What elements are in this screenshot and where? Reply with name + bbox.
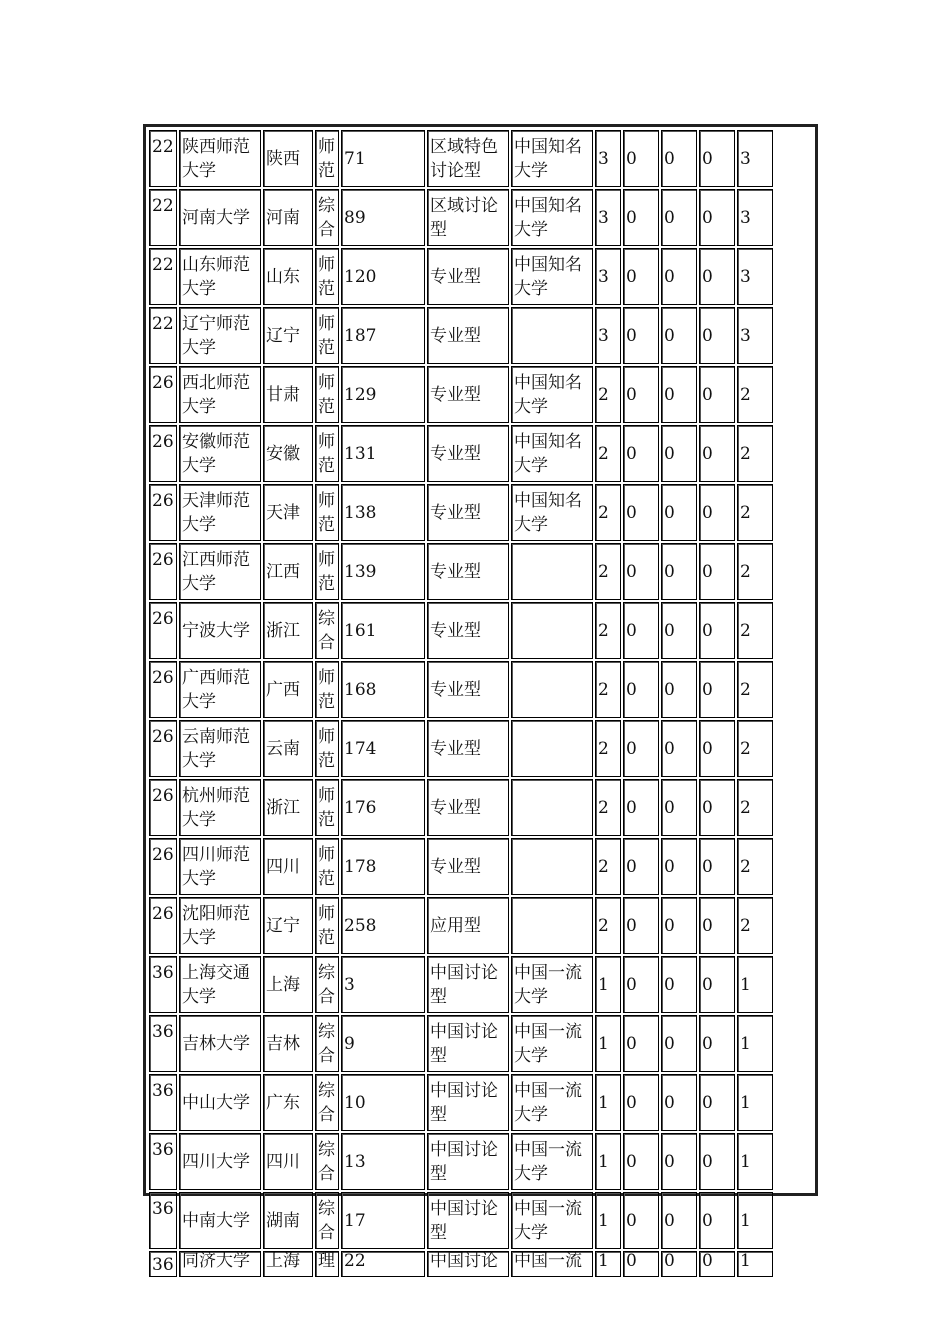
national-rank-cell: 3: [341, 956, 425, 1013]
col-b-cell: 0: [661, 661, 697, 718]
type-cell: 师范: [315, 779, 339, 836]
university-name-cell: 同济大学: [179, 1251, 261, 1277]
rank-cell: 22: [149, 189, 177, 246]
university-name-cell: 中南大学: [179, 1192, 261, 1249]
rank-cell: 36: [149, 1192, 177, 1249]
col-a-cell: 0: [623, 602, 659, 659]
rank-cell: 36: [149, 1015, 177, 1072]
type-cell: 师范: [315, 838, 339, 895]
level-cell: [511, 838, 593, 895]
level-cell: 中国一流大学: [511, 1192, 593, 1249]
rank-cell: 26: [149, 779, 177, 836]
rank-cell: 26: [149, 602, 177, 659]
col-a-cell: 0: [623, 1251, 659, 1277]
province-cell: 上海: [263, 1251, 313, 1277]
level-cell: 中国知名大学: [511, 366, 593, 423]
category-cell: 专业型: [427, 484, 509, 541]
category-cell: 区域特色讨论型: [427, 130, 509, 187]
col-c-cell: 0: [699, 189, 735, 246]
category-cell: 专业型: [427, 838, 509, 895]
university-name-cell: 沈阳师范大学: [179, 897, 261, 954]
col-b-cell: 0: [661, 130, 697, 187]
col-b-cell: 0: [661, 956, 697, 1013]
province-cell: 辽宁: [263, 897, 313, 954]
col-b-cell: 0: [661, 838, 697, 895]
col-b-cell: 0: [661, 425, 697, 482]
col-b-cell: 0: [661, 248, 697, 305]
national-rank-cell: 22: [341, 1251, 425, 1277]
level-cell: 中国一流大学: [511, 1015, 593, 1072]
count-cell: 3: [595, 189, 621, 246]
category-cell: 专业型: [427, 425, 509, 482]
level-cell: [511, 602, 593, 659]
table-row: [149, 1192, 773, 1249]
table-row: [149, 956, 773, 1013]
province-cell: 广东: [263, 1074, 313, 1131]
col-c-cell: 0: [699, 897, 735, 954]
category-cell: 专业型: [427, 661, 509, 718]
rank-cell: 36: [149, 1251, 177, 1277]
total-cell: 2: [737, 720, 773, 777]
national-rank-cell: 139: [341, 543, 425, 600]
total-cell: 1: [737, 1192, 773, 1249]
table-row: [149, 1015, 773, 1072]
type-cell: 师范: [315, 425, 339, 482]
national-rank-cell: 176: [341, 779, 425, 836]
col-a-cell: 0: [623, 425, 659, 482]
count-cell: 1: [595, 1015, 621, 1072]
table-row: [149, 779, 773, 836]
count-cell: 2: [595, 484, 621, 541]
type-cell: 师范: [315, 720, 339, 777]
col-b-cell: 0: [661, 189, 697, 246]
national-rank-cell: 138: [341, 484, 425, 541]
col-c-cell: 0: [699, 1251, 735, 1277]
col-c-cell: 0: [699, 956, 735, 1013]
col-c-cell: 0: [699, 248, 735, 305]
level-cell: [511, 897, 593, 954]
university-name-cell: 广西师范大学: [179, 661, 261, 718]
total-cell: 1: [737, 1133, 773, 1190]
count-cell: 2: [595, 838, 621, 895]
category-cell: 中国讨论型: [427, 1074, 509, 1131]
province-cell: 湖南: [263, 1192, 313, 1249]
province-cell: 浙江: [263, 779, 313, 836]
national-rank-cell: 178: [341, 838, 425, 895]
category-cell: 专业型: [427, 307, 509, 364]
total-cell: 2: [737, 484, 773, 541]
col-b-cell: 0: [661, 1192, 697, 1249]
national-rank-cell: 89: [341, 189, 425, 246]
province-cell: 浙江: [263, 602, 313, 659]
col-a-cell: 0: [623, 130, 659, 187]
col-b-cell: 0: [661, 602, 697, 659]
rank-cell: 26: [149, 543, 177, 600]
table-row: [149, 838, 773, 895]
col-b-cell: 0: [661, 543, 697, 600]
total-cell: 1: [737, 1015, 773, 1072]
col-c-cell: 0: [699, 484, 735, 541]
type-cell: 师范: [315, 130, 339, 187]
national-rank-cell: 71: [341, 130, 425, 187]
university-name-cell: 江西师范大学: [179, 543, 261, 600]
col-c-cell: 0: [699, 366, 735, 423]
province-cell: 辽宁: [263, 307, 313, 364]
col-a-cell: 0: [623, 897, 659, 954]
col-c-cell: 0: [699, 425, 735, 482]
university-name-cell: 中山大学: [179, 1074, 261, 1131]
category-cell: 专业型: [427, 543, 509, 600]
total-cell: 1: [737, 1074, 773, 1131]
count-cell: 1: [595, 1133, 621, 1190]
col-c-cell: 0: [699, 720, 735, 777]
level-cell: [511, 661, 593, 718]
rank-cell: 26: [149, 484, 177, 541]
table-row: [149, 602, 773, 659]
col-a-cell: 0: [623, 661, 659, 718]
level-cell: 中国知名大学: [511, 189, 593, 246]
col-c-cell: 0: [699, 1133, 735, 1190]
col-c-cell: 0: [699, 602, 735, 659]
col-c-cell: 0: [699, 838, 735, 895]
total-cell: 2: [737, 779, 773, 836]
total-cell: 3: [737, 130, 773, 187]
province-cell: 陕西: [263, 130, 313, 187]
category-cell: 区域讨论型: [427, 189, 509, 246]
total-cell: 2: [737, 897, 773, 954]
category-cell: 专业型: [427, 720, 509, 777]
type-cell: 师范: [315, 484, 339, 541]
university-name-cell: 辽宁师范大学: [179, 307, 261, 364]
rank-cell: 36: [149, 956, 177, 1013]
count-cell: 2: [595, 425, 621, 482]
table-row: [149, 484, 773, 541]
total-cell: 3: [737, 248, 773, 305]
table-row: [149, 661, 773, 718]
national-rank-cell: 17: [341, 1192, 425, 1249]
national-rank-cell: 131: [341, 425, 425, 482]
rank-cell: 26: [149, 425, 177, 482]
type-cell: 师范: [315, 661, 339, 718]
col-b-cell: 0: [661, 1251, 697, 1277]
province-cell: 安徽: [263, 425, 313, 482]
col-c-cell: 0: [699, 130, 735, 187]
total-cell: 2: [737, 838, 773, 895]
category-cell: 应用型: [427, 897, 509, 954]
table-row: [149, 897, 773, 954]
province-cell: 上海: [263, 956, 313, 1013]
count-cell: 1: [595, 1192, 621, 1249]
count-cell: 3: [595, 130, 621, 187]
rank-cell: 26: [149, 366, 177, 423]
type-cell: 综合: [315, 1015, 339, 1072]
university-name-cell: 四川大学: [179, 1133, 261, 1190]
col-a-cell: 0: [623, 484, 659, 541]
table-row: [149, 1251, 773, 1277]
col-a-cell: 0: [623, 189, 659, 246]
university-name-cell: 云南师范大学: [179, 720, 261, 777]
type-cell: 综合: [315, 602, 339, 659]
university-name-cell: 杭州师范大学: [179, 779, 261, 836]
category-cell: 专业型: [427, 602, 509, 659]
university-ranking-table: [147, 128, 775, 1279]
university-name-cell: 四川师范大学: [179, 838, 261, 895]
total-cell: 2: [737, 602, 773, 659]
level-cell: 中国一流: [511, 1251, 593, 1277]
col-b-cell: 0: [661, 1015, 697, 1072]
category-cell: 专业型: [427, 779, 509, 836]
type-cell: 师范: [315, 543, 339, 600]
level-cell: 中国一流大学: [511, 1133, 593, 1190]
province-cell: 甘肃: [263, 366, 313, 423]
count-cell: 2: [595, 366, 621, 423]
col-a-cell: 0: [623, 779, 659, 836]
national-rank-cell: 13: [341, 1133, 425, 1190]
col-a-cell: 0: [623, 1192, 659, 1249]
count-cell: 2: [595, 543, 621, 600]
category-cell: 中国讨论型: [427, 956, 509, 1013]
national-rank-cell: 187: [341, 307, 425, 364]
university-name-cell: 天津师范大学: [179, 484, 261, 541]
count-cell: 1: [595, 1251, 621, 1277]
table-row: [149, 189, 773, 246]
category-cell: 中国讨论: [427, 1251, 509, 1277]
category-cell: 中国讨论型: [427, 1192, 509, 1249]
col-c-cell: 0: [699, 779, 735, 836]
col-b-cell: 0: [661, 720, 697, 777]
rank-cell: 26: [149, 720, 177, 777]
national-rank-cell: 10: [341, 1074, 425, 1131]
col-a-cell: 0: [623, 1015, 659, 1072]
level-cell: 中国一流大学: [511, 956, 593, 1013]
col-c-cell: 0: [699, 1192, 735, 1249]
national-rank-cell: 9: [341, 1015, 425, 1072]
level-cell: [511, 307, 593, 364]
province-cell: 江西: [263, 543, 313, 600]
count-cell: 2: [595, 720, 621, 777]
category-cell: 中国讨论型: [427, 1133, 509, 1190]
type-cell: 师范: [315, 897, 339, 954]
type-cell: 理: [315, 1251, 339, 1277]
col-a-cell: 0: [623, 1074, 659, 1131]
col-b-cell: 0: [661, 484, 697, 541]
level-cell: [511, 720, 593, 777]
university-name-cell: 吉林大学: [179, 1015, 261, 1072]
total-cell: 3: [737, 189, 773, 246]
national-rank-cell: 168: [341, 661, 425, 718]
type-cell: 综合: [315, 189, 339, 246]
type-cell: 师范: [315, 248, 339, 305]
table-row: [149, 543, 773, 600]
col-b-cell: 0: [661, 897, 697, 954]
table-frame: [143, 124, 818, 1275]
col-a-cell: 0: [623, 956, 659, 1013]
total-cell: 1: [737, 956, 773, 1013]
total-cell: 1: [737, 1251, 773, 1277]
count-cell: 2: [595, 602, 621, 659]
national-rank-cell: 174: [341, 720, 425, 777]
col-a-cell: 0: [623, 307, 659, 364]
count-cell: 2: [595, 897, 621, 954]
university-name-cell: 宁波大学: [179, 602, 261, 659]
university-name-cell: 安徽师范大学: [179, 425, 261, 482]
university-name-cell: 河南大学: [179, 189, 261, 246]
province-cell: 云南: [263, 720, 313, 777]
type-cell: 综合: [315, 1074, 339, 1131]
col-b-cell: 0: [661, 779, 697, 836]
table-row: [149, 130, 773, 187]
count-cell: 1: [595, 1074, 621, 1131]
table-row: [149, 1133, 773, 1190]
rank-cell: 22: [149, 307, 177, 364]
type-cell: 师范: [315, 366, 339, 423]
rank-cell: 26: [149, 838, 177, 895]
total-cell: 2: [737, 366, 773, 423]
province-cell: 山东: [263, 248, 313, 305]
category-cell: 专业型: [427, 248, 509, 305]
province-cell: 天津: [263, 484, 313, 541]
total-cell: 3: [737, 307, 773, 364]
col-a-cell: 0: [623, 543, 659, 600]
type-cell: 师范: [315, 307, 339, 364]
total-cell: 2: [737, 543, 773, 600]
total-cell: 2: [737, 425, 773, 482]
count-cell: 1: [595, 956, 621, 1013]
table-row: [149, 366, 773, 423]
province-cell: 四川: [263, 1133, 313, 1190]
category-cell: 中国讨论型: [427, 1015, 509, 1072]
national-rank-cell: 120: [341, 248, 425, 305]
rank-cell: 22: [149, 130, 177, 187]
col-c-cell: 0: [699, 307, 735, 364]
count-cell: 3: [595, 248, 621, 305]
col-c-cell: 0: [699, 1015, 735, 1072]
national-rank-cell: 258: [341, 897, 425, 954]
col-c-cell: 0: [699, 661, 735, 718]
table-row: [149, 1074, 773, 1131]
table-row: [149, 720, 773, 777]
level-cell: 中国知名大学: [511, 484, 593, 541]
province-cell: 四川: [263, 838, 313, 895]
rank-cell: 22: [149, 248, 177, 305]
type-cell: 综合: [315, 1133, 339, 1190]
rank-cell: 26: [149, 661, 177, 718]
national-rank-cell: 129: [341, 366, 425, 423]
table-row: [149, 248, 773, 305]
province-cell: 广西: [263, 661, 313, 718]
col-b-cell: 0: [661, 307, 697, 364]
table-row: [149, 307, 773, 364]
count-cell: 2: [595, 779, 621, 836]
rank-cell: 36: [149, 1133, 177, 1190]
university-name-cell: 山东师范大学: [179, 248, 261, 305]
level-cell: [511, 779, 593, 836]
col-b-cell: 0: [661, 1074, 697, 1131]
type-cell: 综合: [315, 1192, 339, 1249]
col-b-cell: 0: [661, 1133, 697, 1190]
count-cell: 3: [595, 307, 621, 364]
province-cell: 河南: [263, 189, 313, 246]
table-body: [149, 130, 773, 1277]
university-name-cell: 上海交通大学: [179, 956, 261, 1013]
col-a-cell: 0: [623, 838, 659, 895]
table-row: [149, 425, 773, 482]
university-name-cell: 陕西师范大学: [179, 130, 261, 187]
total-cell: 2: [737, 661, 773, 718]
col-a-cell: 0: [623, 248, 659, 305]
col-c-cell: 0: [699, 1074, 735, 1131]
col-b-cell: 0: [661, 366, 697, 423]
type-cell: 综合: [315, 956, 339, 1013]
rank-cell: 26: [149, 897, 177, 954]
national-rank-cell: 161: [341, 602, 425, 659]
col-c-cell: 0: [699, 543, 735, 600]
count-cell: 2: [595, 661, 621, 718]
level-cell: 中国知名大学: [511, 248, 593, 305]
col-a-cell: 0: [623, 720, 659, 777]
rank-cell: 36: [149, 1074, 177, 1131]
level-cell: 中国一流大学: [511, 1074, 593, 1131]
level-cell: [511, 543, 593, 600]
category-cell: 专业型: [427, 366, 509, 423]
level-cell: 中国知名大学: [511, 130, 593, 187]
university-name-cell: 西北师范大学: [179, 366, 261, 423]
level-cell: 中国知名大学: [511, 425, 593, 482]
province-cell: 吉林: [263, 1015, 313, 1072]
col-a-cell: 0: [623, 1133, 659, 1190]
col-a-cell: 0: [623, 366, 659, 423]
